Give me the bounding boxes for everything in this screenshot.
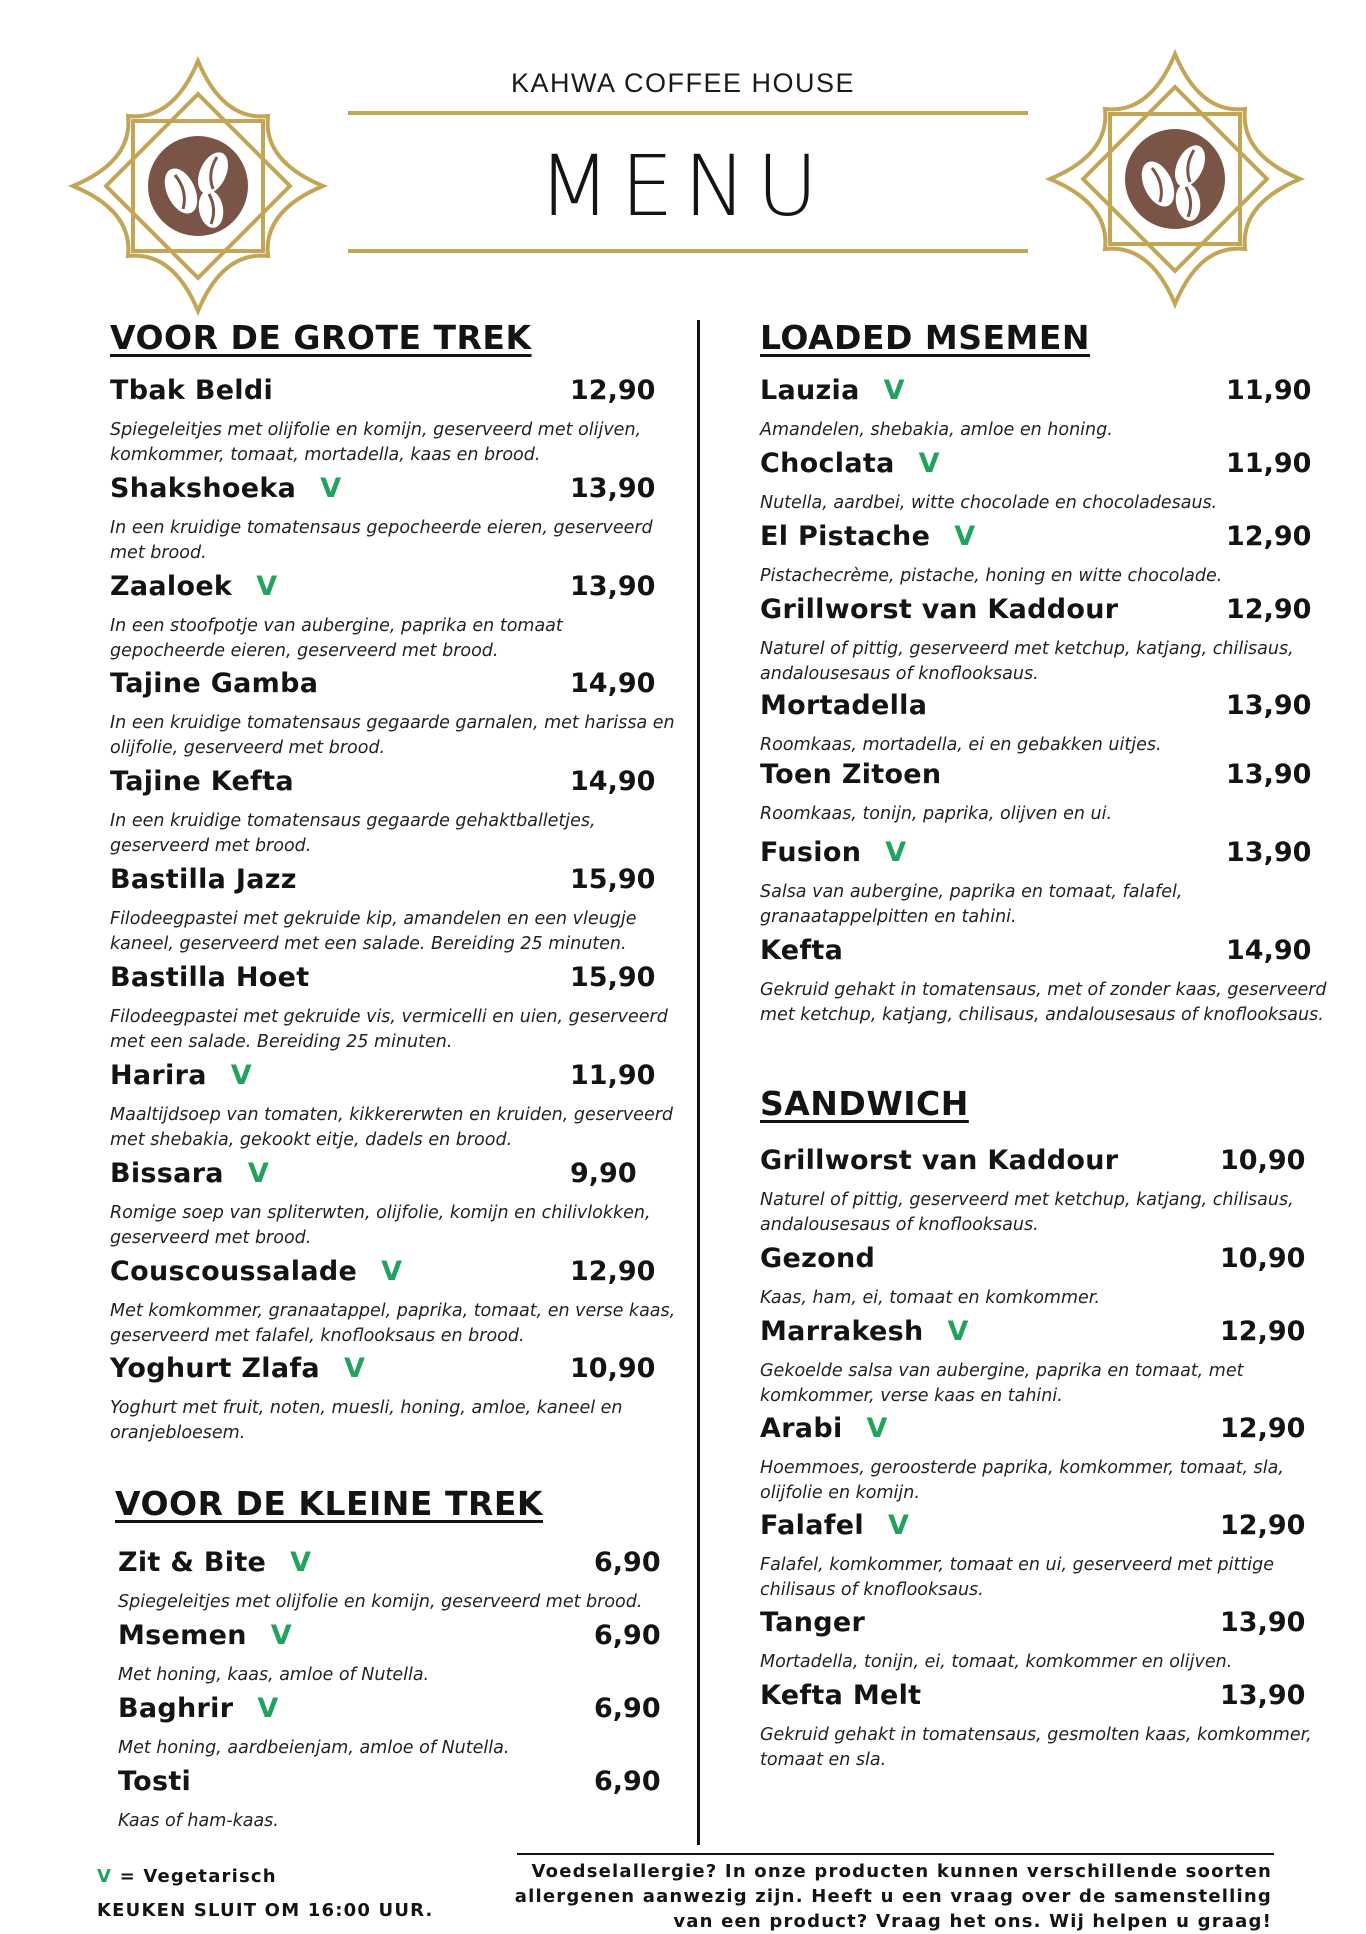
vegetarian-badge: V <box>230 1060 252 1091</box>
item-price: 9,90 <box>570 1158 637 1189</box>
item-description: Met komkommer, granaatappel, paprika, tomaat, en verse kaas, geserveerd met falafel, knoflooksaus en brood. <box>110 1301 676 1346</box>
item-price: 13,90 <box>1220 1680 1306 1711</box>
menu-item-toen-zitoen <box>760 759 1350 827</box>
item-price: 10,90 <box>1220 1243 1306 1274</box>
column-divider <box>697 320 700 1845</box>
vegetarian-badge: V <box>866 1413 888 1444</box>
item-price: 11,90 <box>1226 448 1312 479</box>
item-price: 13,90 <box>570 571 656 602</box>
item-price: 14,90 <box>1226 935 1312 966</box>
item-name-text: Shakshoeka <box>110 473 297 504</box>
section-title-loaded-msemen: LOADED MSEMEN <box>760 318 1091 357</box>
item-description: Spiegeleitjes met olijfolie en komijn, geserveerd met brood. <box>118 1592 643 1612</box>
vegetarian-badge: V <box>270 1620 292 1651</box>
vegetarian-badge: V <box>883 375 905 406</box>
item-description: Gekruid gehakt in tomatensaus, met of zonder kaas, geserveerd met ketchup, katjang, chilisaus, andalousesaus of knoflooksaus. <box>760 980 1327 1025</box>
item-name-text: Arabi <box>760 1413 843 1444</box>
item-name-text: Tajine Kefta <box>110 766 294 797</box>
item-description: Falafel, komkommer, tomaat en ui, geserveerd met pittige chilisaus of knoflooksaus. <box>760 1555 1274 1600</box>
menu-item-tosti <box>118 1766 688 1834</box>
menu-item-bastilla-jazz <box>110 864 680 957</box>
item-price: 6,90 <box>594 1693 661 1724</box>
menu-item-zaaloek <box>110 571 680 664</box>
item-name <box>760 594 1118 625</box>
item-name <box>118 1693 279 1724</box>
menu-item-tajine-gamba <box>110 668 680 761</box>
item-name-text: Msemen <box>118 1620 247 1651</box>
item-name <box>118 1547 311 1578</box>
item-name-text: Bissara <box>110 1158 224 1189</box>
item-description: In een kruidige tomatensaus gegaarde garnalen, met harissa en olijfolie, geserveerd met brood. <box>110 713 675 758</box>
item-name <box>118 1766 191 1797</box>
item-price: 12,90 <box>570 1256 656 1287</box>
item-description: Mortadella, tonijn, ei, tomaat, komkommer en olijven. <box>760 1652 1233 1672</box>
menu-item-couscoussalade <box>110 1256 680 1349</box>
veg-legend-text: = Vegetarisch <box>119 1866 277 1887</box>
menu-item-tbak-beldi <box>110 375 680 468</box>
item-description: Maaltijdsoep van tomaten, kikkererwten en kruiden, geserveerd met shebakia, gekookt eitje, dadels en brood. <box>110 1105 674 1150</box>
menu-item-gezond <box>760 1243 1350 1311</box>
item-price: 12,90 <box>1220 1413 1306 1444</box>
brand-name: KAHWA COFFEE HOUSE <box>510 68 856 98</box>
menu-item-kefta-melt <box>760 1680 1350 1773</box>
item-description: Roomkaas, tonijn, paprika, olijven en ui. <box>760 804 1113 824</box>
vegetarian-badge: V <box>247 1158 270 1189</box>
item-price: 10,90 <box>1220 1145 1306 1176</box>
item-name-text: Lauzia <box>760 375 860 406</box>
item-description: Amandelen, shebakia, amloe en honing. <box>760 420 1113 440</box>
item-name-text: Choclata <box>760 448 895 479</box>
item-name <box>110 1060 252 1091</box>
kitchen-closing-notice: KEUKEN SLUIT OM 16:00 UUR. <box>97 1900 434 1921</box>
item-price: 6,90 <box>594 1620 661 1651</box>
menu-item-grillworst-van-kaddour <box>760 1145 1350 1238</box>
item-name-text: Couscoussalade <box>110 1256 358 1287</box>
item-name-text: Kefta <box>760 935 844 966</box>
item-name-text: Grillworst van Kaddour <box>760 594 1119 625</box>
item-price: 12,90 <box>1220 1510 1306 1541</box>
item-price: 12,90 <box>1226 521 1312 552</box>
item-description: Yoghurt met fruit, noten, muesli, honing, amloe, kaneel en oranjebloesem. <box>110 1398 623 1443</box>
item-name <box>110 668 318 699</box>
item-price: 10,90 <box>570 1353 656 1384</box>
menu-item-bastilla-hoet <box>110 962 680 1055</box>
item-price: 11,90 <box>1226 375 1312 406</box>
item-name-text: Bastilla Hoet <box>110 962 310 993</box>
item-description: Romige soep van spliterwten, olijfolie, komijn en chilivlokken, geserveerd met brood. <box>110 1203 651 1248</box>
item-description: Naturel of pittig, geserveerd met ketchup, katjang, chilisaus, andalousesaus of knoflooksaus. <box>760 639 1294 684</box>
item-description: Filodeegpastei met gekruide vis, vermicelli en uien, geserveerd met een salade. Bereiding 25 minuten. <box>110 1007 668 1052</box>
item-price: 11,90 <box>570 1060 656 1091</box>
item-name <box>110 571 277 602</box>
item-name-text: Harira <box>110 1060 207 1091</box>
item-name <box>760 759 941 790</box>
vegetarian-badge: V <box>257 1693 279 1724</box>
item-name <box>760 1413 888 1444</box>
item-name <box>760 1243 875 1274</box>
menu-item-marrakesh <box>760 1316 1350 1409</box>
menu-item-mortadella <box>760 690 1350 758</box>
item-name <box>760 690 927 721</box>
item-description: Naturel of pittig, geserveerd met ketchup, katjang, chilisaus, andalousesaus of knoflooksaus. <box>760 1190 1294 1235</box>
item-name-text: Yoghurt Zlafa <box>110 1353 320 1384</box>
item-description: Pistachecrème, pistache, honing en witte chocolade. <box>760 566 1223 586</box>
item-name-text: Kefta Melt <box>760 1680 922 1711</box>
item-description: Filodeegpastei met gekruide kip, amandelen en een vleugje kaneel, geserveerd met een salade. Bereiding 25 minuten. <box>110 909 637 954</box>
item-name <box>118 1620 292 1651</box>
item-name <box>110 1256 402 1287</box>
item-name <box>110 375 273 406</box>
menu-item-harira <box>110 1060 680 1153</box>
item-description: Gekoelde salsa van aubergine, paprika en tomaat, met komkommer, verse kaas en tahini. <box>760 1361 1244 1406</box>
item-name <box>760 1510 909 1541</box>
item-name-text: Zaaloek <box>110 571 233 602</box>
item-name-text: Zit & Bite <box>118 1547 267 1578</box>
item-name <box>760 1316 969 1347</box>
item-name <box>110 962 309 993</box>
item-name <box>760 448 940 479</box>
menu-item-lauzia <box>760 375 1350 443</box>
menu-item-falafel <box>760 1510 1350 1603</box>
vegetarian-badge: V <box>381 1256 403 1287</box>
menu-item-el-pistache <box>760 521 1350 589</box>
item-name <box>760 375 905 406</box>
item-description: Hoemmoes, geroosterde paprika, komkommer, tomaat, sla, olijfolie en komijn. <box>760 1458 1284 1503</box>
page-title: MENU <box>538 137 828 235</box>
vegetarian-badge: V <box>256 571 278 602</box>
vegetarian-badge: V <box>947 1316 969 1347</box>
vegetarian-badge: V <box>290 1547 312 1578</box>
item-name-text: Tajine Gamba <box>110 668 319 699</box>
item-name-text: Grillworst van Kaddour <box>760 1145 1119 1176</box>
menu-item-kefta <box>760 935 1350 1028</box>
item-name <box>760 1680 921 1711</box>
item-price: 14,90 <box>570 766 656 797</box>
menu-item-tanger <box>760 1607 1350 1675</box>
item-description: In een kruidige tomatensaus gepocheerde eieren, geserveerd met brood. <box>110 518 653 563</box>
item-price: 13,90 <box>570 473 656 504</box>
menu-item-msemen <box>118 1620 688 1688</box>
vegetarian-legend <box>97 1866 277 1887</box>
item-price: 12,90 <box>570 375 656 406</box>
header-line-top <box>348 111 1028 115</box>
item-name-text: Tosti <box>118 1766 192 1797</box>
section-title-kleine-trek: VOOR DE KLEINE TREK <box>115 1484 543 1523</box>
item-name <box>110 766 294 797</box>
allergy-notice: Voedselallergie? In onze producten kunnen verschillende soorten allergenen aanwezig zijn. Heeft u een vraag over de samenstelling van een product? Vraag het ons. Wij helpen u graag! <box>514 1861 1272 1932</box>
vegetarian-badge: V <box>918 448 940 479</box>
item-name <box>110 473 341 504</box>
item-price: 14,90 <box>570 668 656 699</box>
menu-item-fusion <box>760 837 1350 930</box>
item-description: Kaas of ham-kaas. <box>118 1811 279 1831</box>
item-price: 13,90 <box>1226 759 1312 790</box>
menu-item-arabi <box>760 1413 1350 1506</box>
item-name <box>110 1158 269 1189</box>
vegetarian-badge: V <box>320 473 342 504</box>
item-description: Met honing, kaas, amloe of Nutella. <box>118 1665 430 1685</box>
item-name-text: Gezond <box>760 1243 876 1274</box>
item-name-text: Falafel <box>760 1510 864 1541</box>
menu-item-tajine-kefta <box>110 766 680 859</box>
veg-mark: V <box>97 1866 113 1887</box>
section-title-sandwich: SANDWICH <box>760 1084 969 1123</box>
item-price: 15,90 <box>570 864 656 895</box>
item-name-text: Mortadella <box>760 690 928 721</box>
menu-item-shakshoeka <box>110 473 680 566</box>
item-description: Salsa van aubergine, paprika en tomaat, falafel, granaatappelpitten en tahini. <box>760 882 1183 927</box>
item-description: In een kruidige tomatensaus gegaarde gehaktballetjes, geserveerd met brood. <box>110 811 596 856</box>
item-name-text: Tanger <box>760 1607 866 1638</box>
item-price: 13,90 <box>1226 837 1312 868</box>
coffee-bean-emblem-icon <box>63 51 333 321</box>
item-price: 6,90 <box>594 1766 661 1797</box>
menu-item-grillworst-van-kaddour <box>760 594 1350 687</box>
footer-divider <box>517 1853 1274 1855</box>
menu-item-bissara <box>110 1158 680 1251</box>
item-description: Spiegeleitjes met olijfolie en komijn, geserveerd met olijven, komkommer, tomaat, mortadella, kaas en brood. <box>110 420 642 465</box>
item-price: 12,90 <box>1220 1316 1306 1347</box>
item-price: 13,90 <box>1226 690 1312 721</box>
item-name-text: Tbak Beldi <box>110 375 274 406</box>
item-name-text: Fusion <box>760 837 862 868</box>
section-title-grote-trek: VOOR DE GROTE TREK <box>110 318 532 357</box>
item-name-text: Marrakesh <box>760 1316 924 1347</box>
item-description: Met honing, aardbeienjam, amloe of Nutella. <box>118 1738 510 1758</box>
item-name-text: Toen Zitoen <box>760 759 942 790</box>
item-name <box>760 935 843 966</box>
menu-item-baghrir <box>118 1693 688 1761</box>
item-description: Nutella, aardbei, witte chocolade en chocoladesaus. <box>760 493 1218 513</box>
item-name-text: Bastilla Jazz <box>110 864 297 895</box>
vegetarian-badge: V <box>887 1510 910 1541</box>
menu-item-yoghurt-zlafa <box>110 1353 680 1446</box>
item-name <box>110 864 297 895</box>
item-description: Roomkaas, mortadella, ei en gebakken uitjes. <box>760 735 1162 755</box>
item-price: 13,90 <box>1220 1607 1306 1638</box>
item-name <box>110 1353 365 1384</box>
header-line-bottom <box>348 249 1028 253</box>
vegetarian-badge: V <box>954 521 976 552</box>
menu-item-zit-and-bite <box>118 1547 688 1615</box>
item-price: 6,90 <box>594 1547 661 1578</box>
item-description: Kaas, ham, ei, tomaat en komkommer. <box>760 1288 1100 1308</box>
item-name-text: Baghrir <box>118 1693 234 1724</box>
vegetarian-badge: V <box>885 837 907 868</box>
item-price: 15,90 <box>570 962 656 993</box>
item-name <box>760 837 906 868</box>
item-name-text: El Pistache <box>760 521 931 552</box>
vegetarian-badge: V <box>343 1353 366 1384</box>
item-name <box>760 1607 865 1638</box>
item-price: 12,90 <box>1226 594 1312 625</box>
menu-item-choclata <box>760 448 1350 516</box>
coffee-bean-emblem-icon <box>1040 44 1310 314</box>
item-name <box>760 521 975 552</box>
item-description: In een stoofpotje van aubergine, paprika en tomaat gepocheerde eieren, geserveerd met brood. <box>110 616 563 661</box>
item-name <box>760 1145 1118 1176</box>
item-description: Gekruid gehakt in tomatensaus, gesmolten kaas, komkommer, tomaat en sla. <box>760 1725 1312 1770</box>
